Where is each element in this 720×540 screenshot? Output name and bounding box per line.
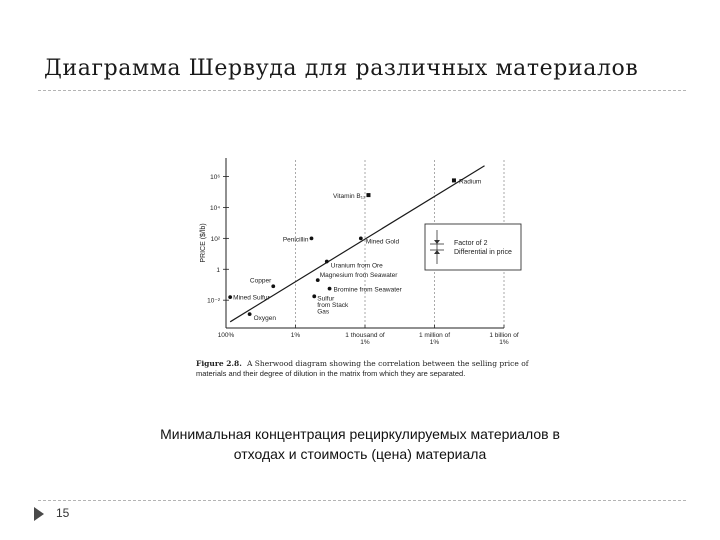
figure-caption-text1: A Sherwood diagram showing the correlation between the selling price of [246, 359, 529, 368]
slide-title: Диаграмма Шервуда для различных материалов [44, 56, 639, 81]
y-tick-label: 10⁻² [207, 297, 220, 305]
caption-line-1: Минимальная концентрация рециркулируемых материалов в [160, 426, 560, 442]
point-label: Penicillin [282, 236, 309, 244]
data-point [248, 312, 252, 316]
legend-box [425, 224, 521, 270]
point-label: Oxygen [253, 315, 277, 323]
data-point [325, 260, 329, 264]
x-tick-label: 1 thousand of [345, 332, 385, 339]
point-label: Uranium from Ore [330, 262, 383, 270]
point-label: Bromine from Seawater [333, 286, 402, 294]
data-point [310, 236, 314, 240]
title-divider [38, 90, 686, 91]
y-tick-label: 1 [216, 266, 220, 274]
page-number: 15 [56, 506, 70, 520]
price-factor-legend [425, 224, 521, 270]
data-point [452, 178, 456, 182]
x-tick-label-line2: 1% [499, 339, 509, 346]
data-point [271, 284, 275, 288]
y-tick-label: 10⁶ [210, 174, 220, 182]
figure-caption-line1 [196, 359, 530, 368]
page-marker-icon [34, 507, 44, 521]
point-label: Mined Gold [365, 238, 400, 246]
figure-caption-line2: materials and their degree of dilution in the matrix from which they are separated. [196, 369, 466, 378]
point-label: Radium [458, 178, 482, 186]
x-tick-label: 1 billion of [489, 332, 519, 339]
sherwood-diagram [196, 158, 546, 380]
data-point [359, 236, 363, 240]
slide-caption [0, 424, 720, 464]
data-point [328, 287, 332, 291]
y-tick-label: 10⁴ [209, 204, 220, 212]
x-tick-label: 100% [217, 332, 235, 339]
x-tick-label-line2: 1% [360, 339, 370, 346]
data-point [228, 295, 232, 299]
point-label: Vitamin B₁₂ [333, 193, 366, 201]
figure-caption-label: Figure 2.8. [196, 359, 242, 368]
x-tick-label: 1% [290, 332, 301, 339]
x-tick-label-line2: 1% [429, 339, 440, 346]
legend-line1: Factor of 2 [454, 240, 488, 247]
footer-divider [38, 500, 686, 501]
point-label: Copper [249, 277, 272, 285]
point-label: Magnesium from Seawater [319, 272, 398, 280]
data-point [312, 294, 316, 298]
y-axis-label: PRICE ($/lb) [200, 223, 207, 263]
caption-line-2: отходах и стоимость (цена) материала [233, 446, 487, 462]
point-label: Mined Sulfur [233, 294, 270, 302]
legend-line2: Differential in price [454, 249, 512, 256]
x-tick-label: 1 million of [418, 332, 451, 339]
point-label: Sulfur from Stack Gas [317, 295, 349, 316]
y-tick-label: 10² [210, 235, 220, 243]
data-point [366, 193, 370, 197]
